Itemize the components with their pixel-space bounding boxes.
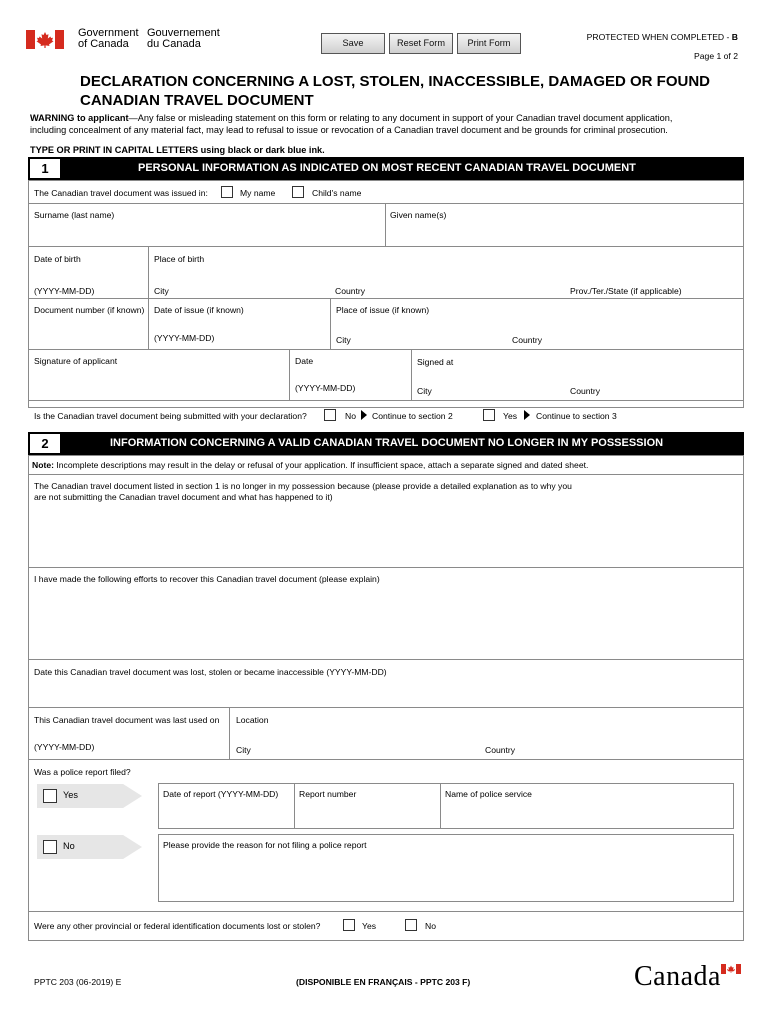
- protected-label: PROTECTED WHEN COMPLETED - B: [586, 32, 738, 42]
- pob-label: Place of birth: [154, 254, 205, 264]
- surname-input[interactable]: [29, 222, 384, 246]
- other-docs-question: Were any other provincial or federal identification documents lost or stolen?: [34, 921, 321, 931]
- note-text: Note: Incomplete descriptions may result in the delay or refusal of your application. If insufficient space, attach a separate signed and dated sheet.: [32, 460, 589, 470]
- other-docs-no-checkbox[interactable]: [405, 919, 417, 931]
- efforts-label: I have made the following efforts to recover this Canadian travel document (please explain): [34, 574, 380, 584]
- print-form-button[interactable]: Print Form: [457, 33, 521, 54]
- reset-form-button[interactable]: Reset Form: [389, 33, 453, 54]
- french-availability: (DISPONIBLE EN FRANÇAIS - PPTC 203 F): [296, 977, 471, 987]
- arrow-right-icon: [361, 410, 367, 420]
- location-label: Location: [236, 715, 269, 725]
- submitted-yes-checkbox[interactable]: [483, 409, 495, 421]
- signed-country-label: Country: [570, 386, 601, 396]
- save-button[interactable]: Save: [321, 33, 385, 54]
- government-logo: [26, 28, 226, 54]
- submitted-yes-label: Yes: [503, 411, 518, 421]
- other-docs-no-label: No: [425, 921, 436, 931]
- date-lost-label: Date this Canadian travel document was lost, stolen or became inaccessible (YYYY-MM-DD): [34, 667, 387, 677]
- sign-date-format: (YYYY-MM-DD): [295, 383, 356, 393]
- section-1-header: [28, 157, 744, 180]
- location-country-label: Country: [485, 745, 516, 755]
- gov-en: Government of Canada: [78, 27, 139, 50]
- issued-in-label: The Canadian travel document was issued in:: [34, 188, 208, 198]
- police-service-label: Name of police service: [445, 789, 532, 799]
- sign-date-label: Date: [295, 356, 314, 366]
- report-number-label: Report number: [299, 789, 357, 799]
- date-issue-label: Date of issue (if known): [154, 305, 244, 315]
- section-1-title: PERSONAL INFORMATION AS INDICATED ON MOST RECENT CANADIAN TRAVEL DOCUMENT: [138, 162, 636, 174]
- issue-country-label: Country: [512, 335, 543, 345]
- date-report-label: Date of report (YYYY-MM-DD): [163, 789, 279, 799]
- signed-at-label: Signed at: [417, 357, 454, 367]
- wordmark-flag-icon: [721, 964, 741, 974]
- submitted-no-label: No: [345, 411, 356, 421]
- doc-number-label: Document number (if known): [34, 305, 145, 315]
- location-city-label: City: [236, 745, 251, 755]
- police-no-checkbox[interactable]: [43, 840, 57, 854]
- pob-city-label: City: [154, 286, 169, 296]
- section-2-title: INFORMATION CONCERNING A VALID CANADIAN TRAVEL DOCUMENT NO LONGER IN MY POSSESSION: [110, 437, 664, 449]
- pob-country-label: Country: [335, 286, 366, 296]
- reason-input[interactable]: [159, 853, 733, 901]
- section-2-number: 2: [30, 434, 60, 453]
- explanation-input[interactable]: [29, 505, 743, 567]
- given-names-input[interactable]: [386, 222, 743, 246]
- canada-flag-icon: [26, 30, 64, 49]
- surname-label: Surname (last name): [34, 210, 115, 220]
- my-name-checkbox[interactable]: [221, 186, 233, 198]
- pob-prov-label: Prov./Ter./State (if applicable): [570, 286, 682, 296]
- gov-fr: Gouvernement du Canada: [147, 27, 220, 50]
- police-yes-checkbox[interactable]: [43, 789, 57, 803]
- submitted-question: Is the Canadian travel document being submitted with your declaration?: [34, 411, 307, 421]
- reason-label: Please provide the reason for not filing a police report: [163, 840, 367, 850]
- issue-city-label: City: [336, 335, 351, 345]
- issue-format: (YYYY-MM-DD): [154, 333, 215, 343]
- efforts-input[interactable]: [29, 588, 743, 659]
- signed-city-label: City: [417, 386, 432, 396]
- submitted-no-checkbox[interactable]: [324, 409, 336, 421]
- given-names-label: Given name(s): [390, 210, 447, 220]
- section-2-header: [28, 432, 744, 455]
- childs-name-checkbox[interactable]: [292, 186, 304, 198]
- dob-format: (YYYY-MM-DD): [34, 286, 95, 296]
- signature-label: Signature of applicant: [34, 356, 118, 366]
- my-name-label: My name: [240, 188, 276, 198]
- date-lost-input[interactable]: [29, 680, 743, 707]
- explanation-label: The Canadian travel document listed in section 1 is no longer in my possession because (please provide a detailed explanation as to why you are not submitting the Canadian travel document and what has happened to it): [34, 481, 572, 502]
- continue-section-2: Continue to section 2: [372, 411, 453, 421]
- form-code: PPTC 203 (06-2019) E: [34, 977, 122, 987]
- warning-text: WARNING to applicant—Any false or misleading statement on this form or relating to any document in support of your Canadian travel document application, including concealment of any material fact, may lead to refusal to issue or revocation of a Canadian travel document and be grounds for criminal prosecution.: [30, 113, 673, 135]
- continue-section-3: Continue to section 3: [536, 411, 617, 421]
- police-no-label: No: [63, 841, 75, 851]
- section-1-number: 1: [30, 159, 60, 178]
- police-yes-label: Yes: [63, 790, 78, 800]
- page-number: Page 1 of 2: [694, 51, 738, 61]
- page-title: DECLARATION CONCERNING A LOST, STOLEN, INACCESSIBLE, DAMAGED OR FOUND CANADIAN TRAVEL DOCUMENT: [80, 73, 711, 109]
- dob-label: Date of birth: [34, 254, 81, 264]
- ink-instruction: TYPE OR PRINT IN CAPITAL LETTERS using black or dark blue ink.: [30, 145, 325, 155]
- place-issue-label: Place of issue (if known): [336, 305, 430, 315]
- childs-name-label: Child's name: [312, 188, 362, 198]
- canada-wordmark: Canada: [634, 961, 721, 992]
- last-used-label: This Canadian travel document was last used on: [34, 715, 220, 725]
- police-report-question: Was a police report filed?: [34, 767, 131, 777]
- last-used-format: (YYYY-MM-DD): [34, 742, 95, 752]
- other-docs-yes-checkbox[interactable]: [343, 919, 355, 931]
- other-docs-yes-label: Yes: [362, 921, 377, 931]
- arrow-right-icon: [524, 410, 530, 420]
